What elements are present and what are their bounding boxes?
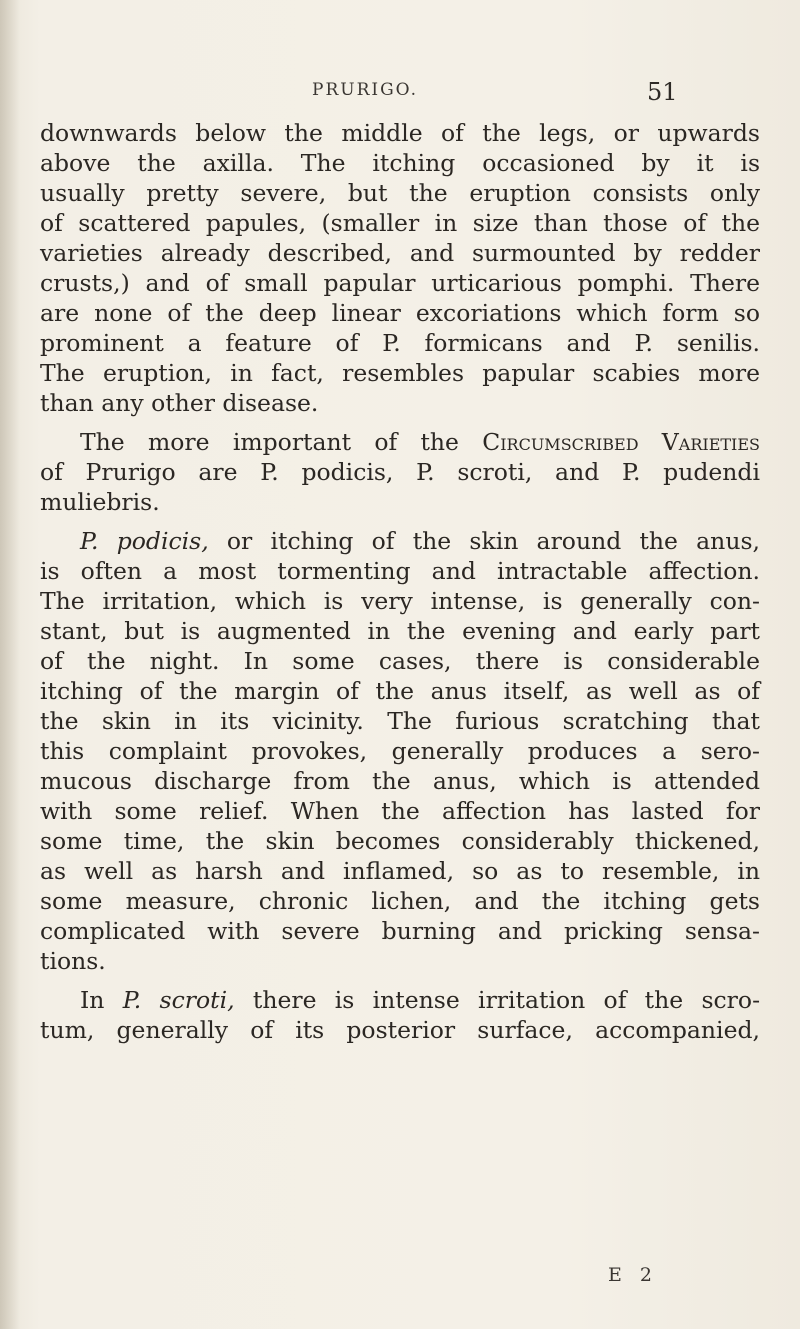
text-line: as well as harsh and inflamed, so as to resemble, in — [40, 857, 760, 885]
text-line: are none of the deep linear excoriations which form so — [40, 299, 760, 327]
text-line: of Prurigo are P. podicis, P. scroti, and P. pudendi — [40, 458, 760, 486]
text-line: muliebris. — [40, 488, 160, 516]
text-line: of scattered papules, (smaller in size than those of the — [40, 209, 760, 237]
text-line: the skin in its vicinity. The furious scratching that — [40, 707, 760, 735]
text-line: downwards below the middle of the legs, or upwards — [40, 119, 760, 147]
text-line: The eruption, in fact, resembles papular scabies more — [40, 359, 760, 387]
text-run: The more important of the — [80, 428, 483, 456]
text-run: there is intense irritation of the scro- — [234, 986, 761, 1014]
text-line: some time, the skin becomes considerably thickened, — [40, 827, 760, 855]
running-head: PRURIGO. — [312, 80, 419, 100]
text-line: above the axilla. The itching occasioned by it is — [40, 149, 760, 177]
text-line: this complaint provokes, generally produces a sero- — [40, 737, 760, 765]
small-caps-heading: Circumscribed Varieties — [482, 428, 761, 456]
italic-term: P. scroti, — [122, 986, 235, 1014]
text-line — [40, 427, 760, 457]
text-line: with some relief. When the affection has lasted for — [40, 797, 760, 825]
text-line: usually pretty severe, but the eruption consists only — [40, 179, 760, 207]
text-line: tions. — [40, 947, 106, 975]
text-line: varieties already described, and surmounted by redder — [40, 239, 760, 267]
text-line: of the night. In some cases, there is considerable — [40, 647, 760, 675]
text-line: is often a most tormenting and intractable affection. — [40, 557, 760, 585]
text-line: crusts,) and of small papular urticarious pomphi. There — [40, 269, 760, 297]
text-line — [40, 985, 760, 1015]
text-line: tum, generally of its posterior surface, accompanied, — [40, 1016, 760, 1044]
text-line: mucous discharge from the anus, which is attended — [40, 767, 760, 795]
text-line — [40, 526, 760, 556]
italic-term: P. podicis, — [80, 527, 209, 555]
body-text — [40, 118, 760, 1045]
text-line: complicated with severe burning and pricking sensa- — [40, 917, 760, 945]
text-line: itching of the margin of the anus itself, as well as of — [40, 677, 760, 705]
text-line: than any other disease. — [40, 389, 319, 417]
page-gutter-shadow — [0, 0, 20, 1329]
signature-mark: E 2 — [608, 1264, 658, 1286]
text-line: some measure, chronic lichen, and the itching gets — [40, 887, 760, 915]
text-line: prominent a feature of P. formicans and P. senilis. — [40, 329, 760, 357]
text-run: or itching of the skin around the anus, — [208, 527, 760, 555]
text-line: stant, but is augmented in the evening and early part — [40, 617, 760, 645]
page-number: 51 — [647, 78, 678, 106]
text-run: In — [80, 986, 123, 1014]
text-line: The irritation, which is very intense, is generally con- — [40, 587, 760, 615]
